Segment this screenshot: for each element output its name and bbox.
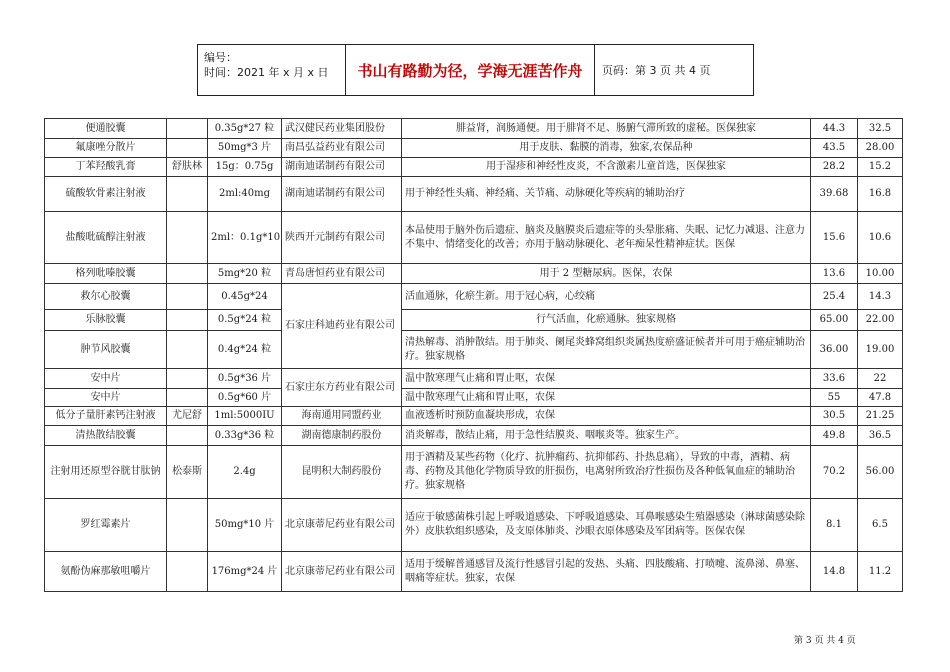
drug-indication: 用于湿疹和神经性皮炎，不含激素儿童首选，医保独家 (402, 158, 811, 177)
drug-manufacturer: 南昌弘益药业有限公司 (282, 139, 402, 158)
header-page-label: 页码：第 3 页 共 4 页 (602, 64, 711, 77)
page-footer: 第 3 页 共 4 页 (794, 636, 856, 646)
drug-spec: 0.35g*27 粒 (208, 119, 282, 139)
drug-indication: 适应于敏感菌株引起上呼吸道感染、下呼吸道感染、耳鼻喉感染生殖器感染（淋球菌感染除外）皮肤软组织感染，及支原体肺炎、沙眼衣原体感染及军团病等。医保农保 (402, 499, 811, 552)
drug-manufacturer: 海南通用同盟药业 (282, 407, 402, 426)
table-row (45, 284, 903, 310)
drug-manufacturer: 陕西开元制药有限公司 (282, 212, 402, 264)
drug-name: 清热散结胶囊 (45, 426, 167, 446)
table-row (45, 310, 903, 331)
drug-price-2: 28.00 (858, 139, 903, 158)
drug-manufacturer: 石家庄科迪药业有限公司 (282, 284, 402, 369)
table-row (45, 426, 903, 446)
drug-spec: 50mg*3 片 (208, 139, 282, 158)
drug-table (44, 118, 903, 592)
table-row (45, 212, 903, 264)
drug-price-2: 36.5 (858, 426, 903, 446)
drug-price-2: 22.00 (858, 310, 903, 331)
drug-manufacturer: 青岛唐恒药业有限公司 (282, 264, 402, 284)
drug-price-2: 10.6 (858, 212, 903, 264)
drug-price-1: 49.8 (811, 426, 858, 446)
table-row (45, 552, 903, 592)
drug-price-2: 19.00 (858, 331, 903, 369)
drug-spec: 1ml:5000IU (208, 407, 282, 426)
drug-indication: 清热解毒、消肿散结。用于肺炎、阑尾炎蜂窝组织炎属热度瘀盛证候者并可用于癌症辅助治疗。独家规格 (402, 331, 811, 369)
drug-price-1: 28.2 (811, 158, 858, 177)
table-row (45, 369, 903, 389)
drug-indication: 用于皮肤、黏膜的消毒，独家,农保品种 (402, 139, 811, 158)
drug-name: 安中片 (45, 369, 167, 389)
drug-price-1: 8.1 (811, 499, 858, 552)
drug-price-2: 21.25 (858, 407, 903, 426)
drug-price-2: 47.8 (858, 389, 903, 407)
drug-price-2: 11.2 (858, 552, 903, 592)
drug-indication: 适用于缓解普通感冒及流行性感冒引起的发热、头痛、四肢酸痛、打喷嚏、流鼻涕、鼻塞、咽痛等症状。独家，农保 (402, 552, 811, 592)
drug-spec: 2ml：0.1g*10 (208, 212, 282, 264)
drug-brand (167, 119, 208, 139)
page-header (197, 44, 754, 96)
drug-price-1: 44.3 (811, 119, 858, 139)
drug-manufacturer: 湖南德康制药股份 (282, 426, 402, 446)
drug-spec: 15g：0.75g (208, 158, 282, 177)
drug-spec: 5mg*20 粒 (208, 264, 282, 284)
table-row (45, 158, 903, 177)
drug-indication: 血液透析时预防血凝块形成，农保 (402, 407, 811, 426)
table-row (45, 119, 903, 139)
drug-spec: 0.45g*24 (208, 284, 282, 310)
drug-spec: 0.5g*36 片 (208, 369, 282, 389)
drug-name: 低分子量肝素钙注射液 (45, 407, 167, 426)
drug-indication: 用于神经性头痛、神经痛、关节痛、动脉硬化等疾病的辅助治疗 (402, 177, 811, 212)
drug-manufacturer: 昆明积大制药股份 (282, 446, 402, 499)
drug-indication: 腓益肾，润肠通便。用于腓肾不足、肠腑气滞所致的虚秘。医保独家 (402, 119, 811, 139)
drug-manufacturer: 石家庄东方药业有限公司 (282, 369, 402, 407)
drug-spec: 0.33g*36 粒 (208, 426, 282, 446)
drug-brand (167, 264, 208, 284)
drug-spec: 0.5g*24 粒 (208, 310, 282, 331)
drug-name: 氨酚伪麻那敏咀嚼片 (45, 552, 167, 592)
table-row (45, 389, 903, 407)
drug-name: 便通胶囊 (45, 119, 167, 139)
drug-price-1: 36.00 (811, 331, 858, 369)
drug-brand (167, 310, 208, 331)
drug-price-1: 15.6 (811, 212, 858, 264)
table-row (45, 139, 903, 158)
drug-price-2: 22 (858, 369, 903, 389)
drug-name: 氟康唑分散片 (45, 139, 167, 158)
drug-price-2: 15.2 (858, 158, 903, 177)
drug-price-2: 56.00 (858, 446, 903, 499)
header-meta (198, 45, 346, 95)
drug-indication: 用于酒精及某些药物（化疗、抗肿瘤药、抗抑郁药、扑热息痛），导致的中毒，酒精、病毒、药物及其他化学物质导致的肝损伤，电离射所致治疗性损伤及各种低氧血症的辅助治疗。独家规格 (402, 446, 811, 499)
drug-price-1: 14.8 (811, 552, 858, 592)
drug-brand (167, 389, 208, 407)
drug-price-2: 10.00 (858, 264, 903, 284)
table-row (45, 331, 903, 369)
drug-price-1: 30.5 (811, 407, 858, 426)
drug-price-2: 6.5 (858, 499, 903, 552)
drug-brand (167, 426, 208, 446)
drug-price-1: 39.68 (811, 177, 858, 212)
drug-name: 肿节风胶囊 (45, 331, 167, 369)
drug-indication: 活血通脉，化瘀生新。用于冠心病，心绞痛 (402, 284, 811, 310)
drug-brand (167, 552, 208, 592)
drug-brand (167, 331, 208, 369)
drug-name: 硫酸软骨素注射液 (45, 177, 167, 212)
drug-manufacturer: 北京康蒂尼药业有限公司 (282, 552, 402, 592)
drug-indication: 温中散寒理气止痛和胃止呕，农保 (402, 369, 811, 389)
drug-name: 盐酸吡硫醇注射液 (45, 212, 167, 264)
drug-price-1: 55 (811, 389, 858, 407)
drug-brand: 舒肤林 (167, 158, 208, 177)
drug-brand (167, 177, 208, 212)
drug-price-1: 43.5 (811, 139, 858, 158)
drug-manufacturer: 湖南迪诺制药有限公司 (282, 158, 402, 177)
drug-brand: 尤尼舒 (167, 407, 208, 426)
drug-name: 罗红霉素片 (45, 499, 167, 552)
table-row (45, 407, 903, 426)
drug-indication: 温中散寒理气止痛和胃止呕，农保 (402, 389, 811, 407)
table-row (45, 446, 903, 499)
drug-brand (167, 212, 208, 264)
document-number-label: 编号： (204, 51, 237, 64)
document-time-label: 时间：2021 年 x 月 x 日 (204, 66, 329, 79)
drug-price-2: 32.5 (858, 119, 903, 139)
drug-price-1: 65.00 (811, 310, 858, 331)
drug-indication: 用于 2 型糖尿病。医保，农保 (402, 264, 811, 284)
drug-price-2: 14.3 (858, 284, 903, 310)
table-row (45, 264, 903, 284)
drug-price-1: 25.4 (811, 284, 858, 310)
drug-price-1: 13.6 (811, 264, 858, 284)
drug-brand (167, 499, 208, 552)
drug-spec: 50mg*10 片 (208, 499, 282, 552)
drug-indication: 行气活血，化瘀通脉。独家规格 (402, 310, 811, 331)
drug-brand (167, 369, 208, 389)
drug-manufacturer: 武汉健民药业集团股份 (282, 119, 402, 139)
drug-brand: 松泰斯 (167, 446, 208, 499)
header-slogan: 书山有路勤为径，学海无涯苦作舟 (346, 45, 595, 95)
drug-price-1: 33.6 (811, 369, 858, 389)
drug-price-2: 16.8 (858, 177, 903, 212)
table-row (45, 177, 903, 212)
drug-manufacturer: 北京康蒂尼药业有限公司 (282, 499, 402, 552)
drug-spec: 176mg*24 片 (208, 552, 282, 592)
drug-name: 乐脉胶囊 (45, 310, 167, 331)
drug-spec: 2.4g (208, 446, 282, 499)
drug-spec: 0.4g*24 粒 (208, 331, 282, 369)
drug-name: 注射用还原型谷胱甘肽钠 (45, 446, 167, 499)
drug-indication: 消炎解毒，散结止痛，用于急性结膜炎、咽喉炎等。独家生产。 (402, 426, 811, 446)
drug-manufacturer: 湖南迪诺制药有限公司 (282, 177, 402, 212)
table-row (45, 499, 903, 552)
drug-spec: 0.5g*60 片 (208, 389, 282, 407)
drug-name: 安中片 (45, 389, 167, 407)
drug-price-1: 70.2 (811, 446, 858, 499)
drug-brand (167, 139, 208, 158)
drug-name: 格列吡嗪胶囊 (45, 264, 167, 284)
drug-name: 救尔心胶囊 (45, 284, 167, 310)
drug-name: 丁苯羟酸乳膏 (45, 158, 167, 177)
drug-indication: 本品使用于脑外伤后遗症、脑炎及脑膜炎后遗症等的头晕胀痛、失眠、记忆力减退、注意力不集中、情绪变化的改善；亦用于脑动脉硬化、老年痴呆性精神症状。医保 (402, 212, 811, 264)
drug-spec: 2ml:40mg (208, 177, 282, 212)
drug-brand (167, 284, 208, 310)
